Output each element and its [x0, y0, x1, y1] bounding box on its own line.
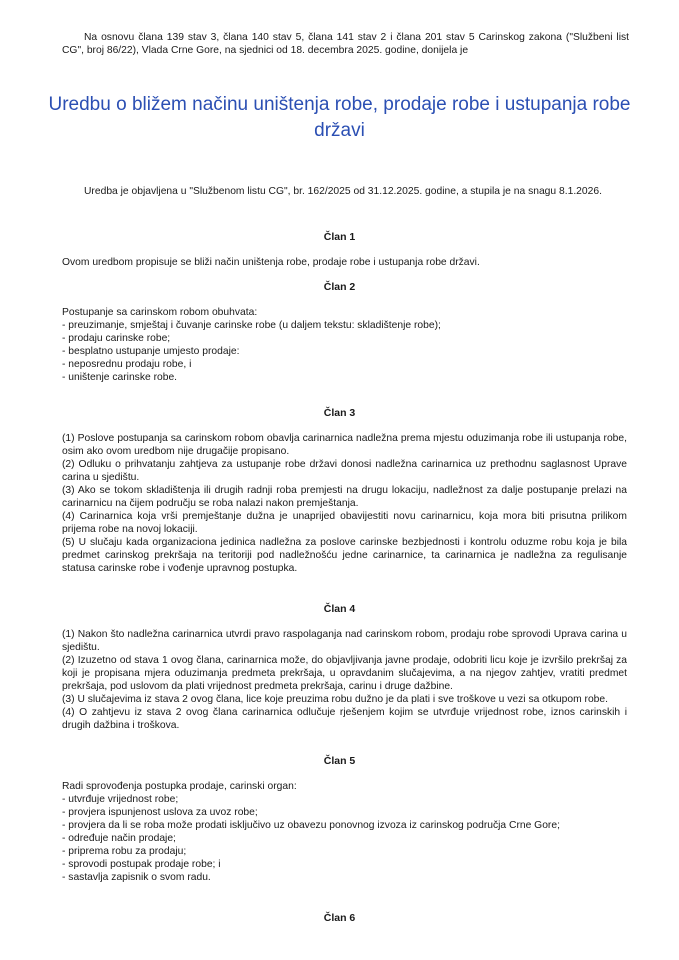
list-item: - besplatno ustupanje umjesto prodaje: [62, 346, 240, 357]
list-item: - prodaju carinske robe; [62, 333, 171, 344]
list-item: - provjera ispunjenost uslova za uvoz robe; [62, 807, 258, 818]
clan-3-paragraph: (2) Odluku o prihvatanju zahtjeva za ustupanje robe državi donosi nadležna carinarnica uz prethodnu saglasnost Uprave carina u sjedištu. [62, 459, 627, 483]
clan-4-body [62, 628, 627, 732]
clan-5-intro: Radi sprovođenja postupka prodaje, carinski organ: [62, 781, 297, 792]
clan-3-heading: Član 3 [323, 407, 356, 419]
clan-1-heading: Član 1 [323, 231, 356, 243]
clan-2-body [62, 306, 627, 384]
clan-5-body [62, 780, 627, 884]
clan-4-paragraph: (4) O zahtjevu iz stava 2 ovog člana carinarnica odlučuje rješenjem kojim se utvrđuje vrijednost robe, iznos carinskih i drugih dažbina i troškova. [62, 707, 627, 731]
list-item: - uništenje carinske robe. [62, 372, 178, 383]
clan-3-body [62, 432, 627, 575]
clan-4-heading: Član 4 [323, 603, 356, 615]
clan-1-body [62, 256, 627, 269]
page-title: Uredbu o bližem načinu uništenja robe, prodaje robe i ustupanja robe državi [48, 94, 631, 141]
list-item: - neposrednu prodaju robe, i [62, 359, 192, 370]
preamble: Na osnovu člana 139 stav 3, člana 140 stav 5, člana 141 stav 2 i člana 201 stav 5 Carinskog zakona ("Službeni list CG", broj 86/22), Vlada Crne Gore, na sjednici od 18. decembra 2025. godine, donijela je [62, 32, 629, 56]
list-item: - provjera da li se roba može prodati isključivo uz obavezu ponovnog izvoza iz carinskog područja Crne Gore; [62, 820, 560, 831]
clan-3-paragraph: (5) U slučaju kada organizaciona jedinica nadležna za poslove carinske bezbjednosti i kontrolu oduzme robu koja je bila predmet carinskog prekršaja na teritoriji pod nadležnošću jedne carinarnice, ta carinarnica je nadležna za regulisanje statusa carinske robe i vođenje upravnog postupka. [62, 537, 627, 574]
list-item: - utvrđuje vrijednost robe; [62, 794, 179, 805]
list-item: - određuje način prodaje; [62, 833, 176, 844]
clan-3-paragraph: (1) Poslove postupanja sa carinskom robom obavlja carinarnica nadležna prema mjestu oduzimanja robe ili ustupanja robe, osim ako ovom uredbom nije drugačije propisano. [62, 433, 627, 457]
clan-1-text: Ovom uredbom propisuje se bliži način uništenja robe, prodaje robe i ustupanja robe državi. [62, 257, 480, 268]
clan-4-paragraph: (3) U slučajevima iz stava 2 ovog člana, lice koje preuzima robu dužno je da plati i sve troškove u vezi sa otkupom robe. [62, 694, 609, 705]
clan-3-paragraph: (4) Carinarnica koja vrši premještanje dužna je unaprijed obavijestiti novu carinarnicu, koja mora biti prisutna prilikom prijema robe na novoj lokaciji. [62, 511, 627, 535]
clan-6-heading: Član 6 [323, 912, 356, 924]
clan-2-intro: Postupanje sa carinskom robom obuhvata: [62, 307, 258, 318]
publication-note: Uredba je objavljena u "Službenom listu CG", br. 162/2025 od 31.12.2025. godine, a stupila je na snagu 8.1.2026. [84, 186, 602, 197]
list-item: - sastavlja zapisnik o svom radu. [62, 872, 211, 883]
clan-5-heading: Član 5 [323, 755, 356, 767]
clan-2-heading: Član 2 [323, 281, 356, 293]
list-item: - priprema robu za prodaju; [62, 846, 187, 857]
list-item: - sprovodi postupak prodaje robe; i [62, 859, 221, 870]
clan-4-paragraph: (1) Nakon što nadležna carinarnica utvrdi pravo raspolaganja nad carinskom robom, prodaju robe sprovodi Uprava carina u sjedištu. [62, 629, 627, 653]
list-item: - preuzimanje, smještaj i čuvanje carinske robe (u daljem tekstu: skladištenje robe); [62, 320, 441, 331]
clan-4-paragraph: (2) Izuzetno od stava 1 ovog člana, carinarnica može, do objavljivanja javne prodaje, odobriti licu koje je izvršilo prekršaj za koji je propisana mjera oduzimanja predmeta prekršaja, u opravdanim slučajevima, a na njegov zahtjev, vratiti predmet prekršaja, pod uslovom da plati vrijednost predmeta prekršaja, carinu i druge dažbine. [62, 655, 627, 692]
clan-3-paragraph: (3) Ako se tokom skladištenja ili drugih radnji roba premjesti na drugu lokaciju, nadležnost za dalje postupanje prelazi na carinarnicu na čijem području se roba nalazi nakon premještanja. [62, 485, 627, 509]
